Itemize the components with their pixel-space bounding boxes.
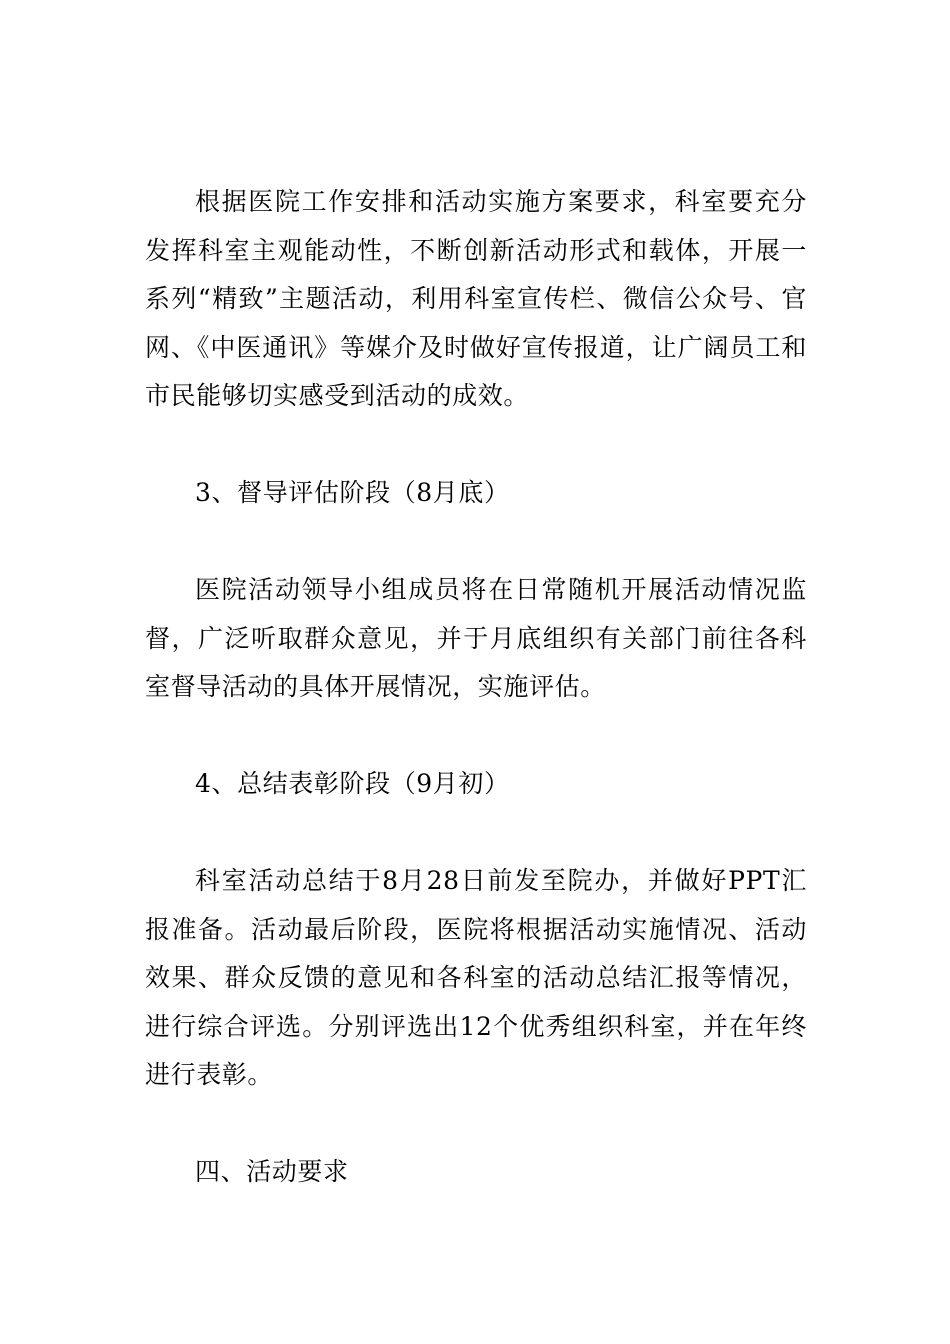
paragraph-gap bbox=[145, 809, 807, 858]
paragraph-supervision: 医院活动领导小组成员将在日常随机开展活动情况监督，广泛听取群众意见，并于月底组织有关部门前往各科室督导活动的具体开展情况，实施评估。 bbox=[145, 575, 807, 701]
paragraph-publicity: 根据医院工作安排和活动实施方案要求，科室要充分发挥科室主观能动性，不断创新活动形式和载体，开展一系列“精致”主题活动，利用科室宣传栏、微信公众号、官网、《中医通讯》等媒介及时做好宣传报道，让广阔员工和市民能够切实感受到活动的成效。 bbox=[145, 187, 807, 410]
paragraph-gap bbox=[145, 712, 807, 761]
heading-requirements: 四、活动要求 bbox=[195, 1157, 349, 1186]
paragraph-gap bbox=[145, 1100, 807, 1149]
paragraph-gap bbox=[145, 421, 807, 470]
paragraph-commendation: 科室活动总结于8月28日前发至院办，并做好PPT汇报准备。活动最后阶段，医院将根据活动实施情况、活动效果、群众反馈的意见和各科室的活动总结汇报等情况，进行综合评选。分别评选出12个优秀组织科室，并在年终进行表彰。 bbox=[145, 866, 807, 1089]
heading-commendation-stage: 4、总结表彰阶段（9月初） bbox=[195, 769, 510, 798]
paragraph-gap bbox=[145, 518, 807, 567]
document-page bbox=[145, 178, 807, 1197]
heading-supervision-stage: 3、督导评估阶段（8月底） bbox=[195, 478, 510, 507]
